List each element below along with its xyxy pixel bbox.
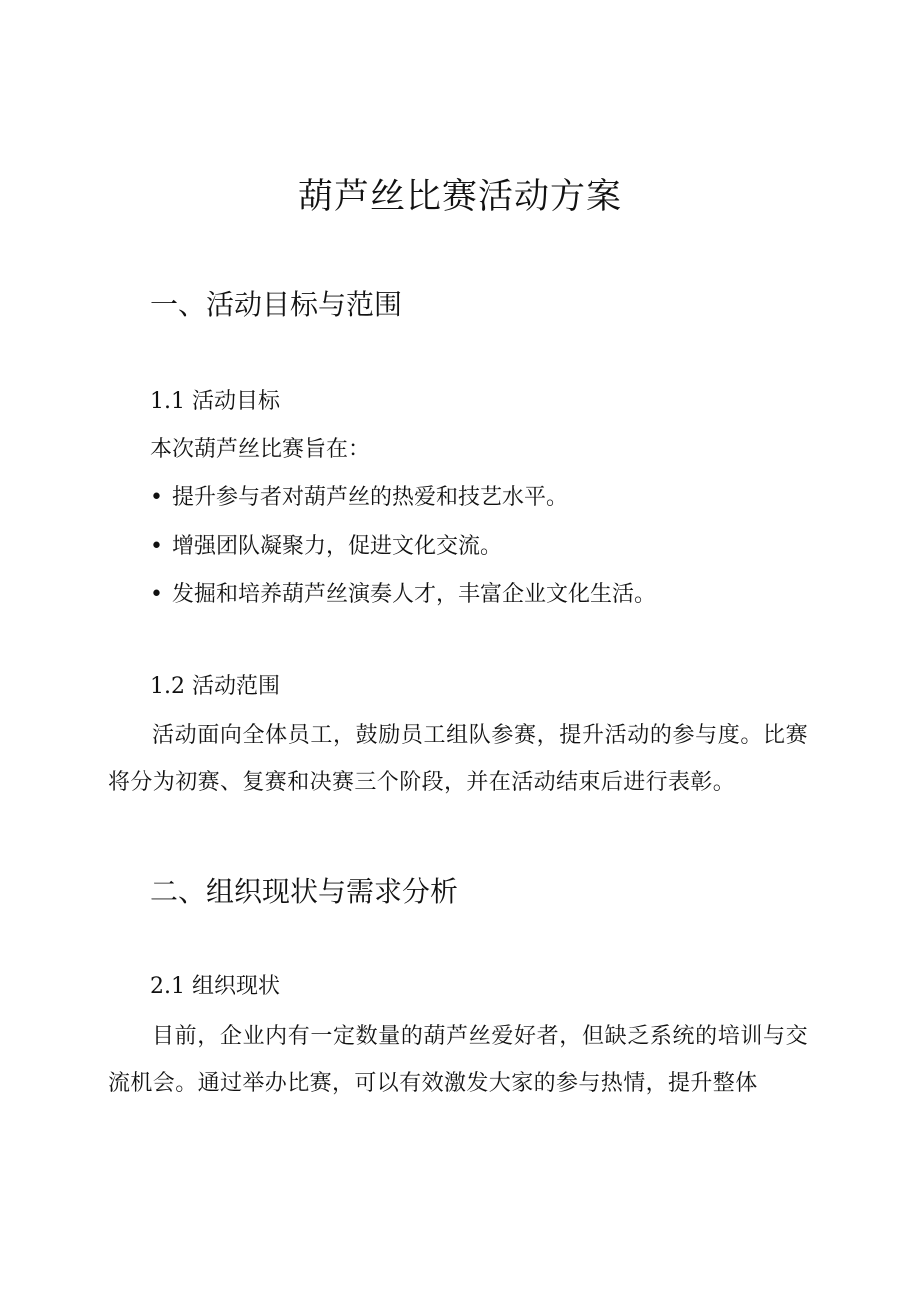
bullet-item-1 xyxy=(150,481,568,515)
subsection-2-1-heading: 2.1 组织现状 xyxy=(150,974,280,999)
subsection-1-1-intro: 本次葫芦丝比赛旨在： xyxy=(150,437,371,462)
bullet-icon: • xyxy=(150,582,163,607)
section-1-heading: 一、活动目标与范围 xyxy=(150,288,403,321)
bullet-text: 增强团队凝聚力，促进文化交流。 xyxy=(172,534,503,559)
bullet-text: 发掘和培养葫芦丝演奏人才，丰富企业文化生活。 xyxy=(172,582,657,607)
subsection-1-1-heading: 1.1 活动目标 xyxy=(150,389,280,414)
subsection-1-2-heading: 1.2 活动范围 xyxy=(150,674,280,699)
document-title: 葫芦丝比赛活动方案 xyxy=(297,177,622,217)
subsection-2-1-paragraph: 目前，企业内有一定数量的葫芦丝爱好者，但缺乏系统的培训与交流机会。通过举办比赛，可以有效激发大家的参与热情，提升整体 xyxy=(108,1024,808,1096)
bullet-icon: • xyxy=(150,485,163,510)
bullet-item-3 xyxy=(150,578,656,612)
bullet-item-2 xyxy=(150,530,502,564)
bullet-text: 提升参与者对葫芦丝的热爱和技艺水平。 xyxy=(172,485,569,510)
section-2-heading: 二、组织现状与需求分析 xyxy=(150,875,459,908)
bullet-icon: • xyxy=(150,534,163,559)
subsection-1-2-paragraph: 活动面向全体员工，鼓励员工组队参赛，提升活动的参与度。比赛将分为初赛、复赛和决赛三个阶段，并在活动结束后进行表彰。 xyxy=(108,723,808,795)
